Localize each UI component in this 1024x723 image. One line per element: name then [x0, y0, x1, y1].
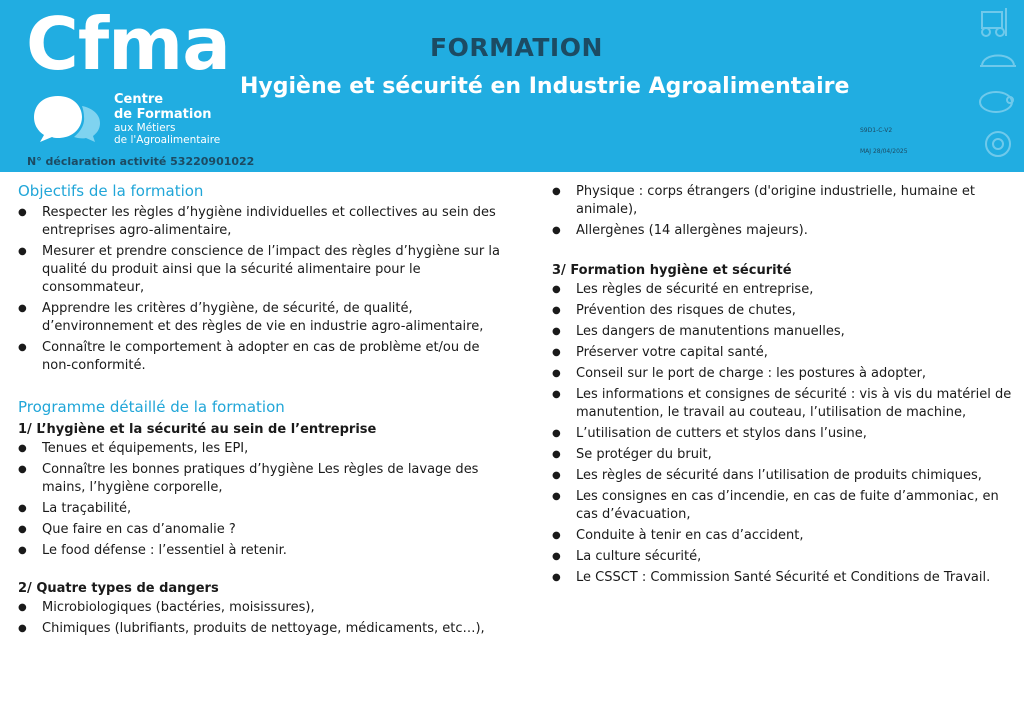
update-date: MAJ 28/04/2025 — [860, 148, 908, 155]
programme-title: Programme détaillé de la formation — [18, 398, 285, 416]
centre-line-1: Centre — [114, 92, 164, 107]
objectifs-list — [18, 204, 508, 375]
list-item: ● Connaître le comportement à adopter en cas de problème et/ou de non-conformité. — [18, 339, 508, 375]
list-item: ● Se protéger du bruit, — [552, 446, 1017, 464]
list-item: ● Tenues et équipements, les EPI, — [18, 440, 508, 458]
centre-line-2: de Formation — [114, 107, 212, 122]
list-item: ● Les règles de sécurité en entreprise, — [552, 281, 1017, 299]
part1-list — [18, 440, 508, 560]
list-item: ● Le CSSCT : Commission Santé Sécurité et Conditions de Travail. — [552, 569, 1017, 587]
list-item: ● Apprendre les critères d’hygiène, de sécurité, de qualité, d’environnement et des règles de vie en industrie agro-alimentaire, — [18, 300, 508, 336]
part2-list-right — [552, 183, 1017, 240]
industry-icons-decoration — [976, 4, 1020, 168]
list-item: ● Allergènes (14 allergènes majeurs). — [552, 222, 1017, 240]
list-item: ● Que faire en cas d’anomalie ? — [18, 521, 508, 539]
list-item: ● La traçabilité, — [18, 500, 508, 518]
list-item: ● Préserver votre capital santé, — [552, 344, 1017, 362]
centre-formation-label — [114, 92, 220, 146]
part3-title: 3/ Formation hygiène et sécurité — [552, 263, 792, 278]
part2-title: 2/ Quatre types de dangers — [18, 581, 219, 596]
list-item: ● Connaître les bonnes pratiques d’hygiène Les règles de lavage des mains, l’hygiène corporelle, — [18, 461, 508, 497]
list-item: ● L’utilisation de cutters et stylos dans l’usine, — [552, 425, 1017, 443]
part1-title: 1/ L’hygiène et la sécurité au sein de l’entreprise — [18, 422, 377, 437]
list-item: ● Les consignes en cas d’incendie, en cas de fuite d’ammoniac, en cas d’évacuation, — [552, 488, 1017, 524]
header-banner — [0, 0, 1024, 172]
list-item: ● Les dangers de manutentions manuelles, — [552, 323, 1017, 341]
speech-bubble-logo-icon — [30, 92, 102, 142]
list-item: ● Les informations et consignes de sécurité : vis à vis du matériel de manutention, le travail au couteau, l’utilisation de machine, — [552, 386, 1017, 422]
list-item: ● La culture sécurité, — [552, 548, 1017, 566]
page-title: FORMATION — [430, 33, 603, 62]
list-item: ● Chimiques (lubrifiants, produits de nettoyage, médicaments, etc…), — [18, 620, 508, 638]
left-column — [18, 180, 508, 641]
helmet-icon — [982, 56, 1014, 67]
list-item: ● Prévention des risques de chutes, — [552, 302, 1017, 320]
list-item: ● Physique : corps étrangers (d'origine industrielle, humaine et animale), — [552, 183, 1017, 219]
list-item: ● Les règles de sécurité dans l’utilisation de produits chimiques, — [552, 467, 1017, 485]
part2-list-left — [18, 599, 508, 638]
right-column — [552, 183, 1017, 590]
list-item: ● Conseil sur le port de charge : les postures à adopter, — [552, 365, 1017, 383]
list-item: ● Conduite à tenir en cas d’accident, — [552, 527, 1017, 545]
objectifs-title: Objectifs de la formation — [18, 182, 204, 200]
forklift-icon — [982, 12, 1002, 28]
list-item: ● Respecter les règles d’hygiène individuelles et collectives au sein des entreprises agro-alimentaire, — [18, 204, 508, 240]
centre-line-4: de l'Agroalimentaire — [114, 134, 221, 146]
list-item: ● Le food défense : l’essentiel à retenir. — [18, 542, 508, 560]
reference-code: S9D1-C-V2 — [860, 127, 893, 134]
list-item: ● Mesurer et prendre conscience de l’impact des règles d’hygiène sur la qualité du produit ainsi que la sécurité alimentaire pour le consommateur, — [18, 243, 508, 297]
declaration-number: N° déclaration activité 53220901022 — [27, 155, 255, 168]
list-item: ● Microbiologiques (bactéries, moisissures), — [18, 599, 508, 617]
gear-icon — [986, 132, 1010, 156]
part3-list — [552, 281, 1017, 587]
page-subtitle: Hygiène et sécurité en Industrie Agroalimentaire — [240, 74, 850, 99]
logo-wordmark: Cfma — [26, 2, 230, 86]
centre-line-3: aux Métiers — [114, 122, 176, 134]
